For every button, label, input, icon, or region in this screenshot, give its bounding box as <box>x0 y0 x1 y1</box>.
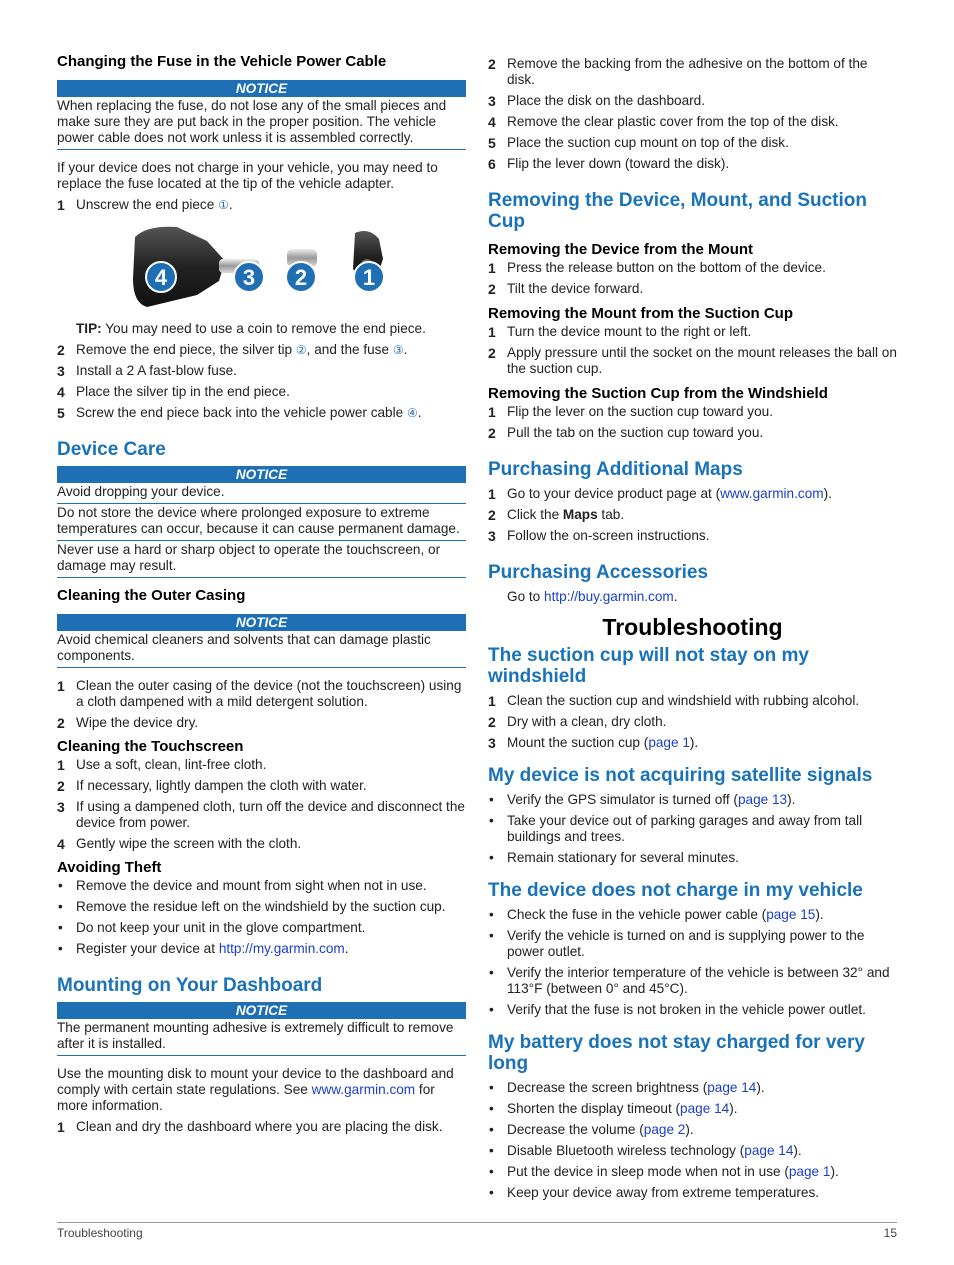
touchscreen-title: Cleaning the Touchscreen <box>57 738 244 755</box>
accessories-text: Go to http://buy.garmin.com. <box>507 589 678 604</box>
list-item: • Take your device out of parking garages and away from tall buildings and trees. <box>489 813 863 844</box>
list-item: • Remain stationary for several minutes. <box>489 850 739 865</box>
left-column <box>57 54 466 1140</box>
my-garmin-link[interactable]: http://my.garmin.com <box>218 941 345 956</box>
step-item: 3 Mount the suction cup (page 1). <box>488 735 699 751</box>
mount-intro: Use the mounting disk to mount your device to the dashboard and comply with certain state regulations. See www.garmin.com for more information. <box>57 1066 454 1113</box>
step-item: 2 Remove the end piece, the silver tip ②, and the fuse ③. <box>57 342 408 358</box>
step-item: 3 Follow the on-screen instructions. <box>488 528 710 544</box>
list-item: • Put the device in sleep mode when not in use (page 1). <box>489 1164 839 1179</box>
garmin-link[interactable]: www.garmin.com <box>311 1082 416 1097</box>
removing-title: Removing the Device, Mount, and Suction Cup <box>488 190 867 232</box>
step-item: 1 Turn the device mount to the right or left. <box>488 324 752 340</box>
accessories-title: Purchasing Accessories <box>488 562 709 583</box>
step-item: 2 Wipe the device dry. <box>57 715 199 731</box>
page-number: 15 <box>883 1226 897 1240</box>
page-footer <box>57 1222 897 1241</box>
mounting-title: Mounting on Your Dashboard <box>57 975 323 996</box>
list-item: • Remove the residue left on the windshield by the suction cup. <box>58 899 446 914</box>
rm-cup-title: Removing the Suction Cup from the Windshield <box>488 385 828 402</box>
theft-title: Avoiding Theft <box>57 859 162 876</box>
mount-steps-a <box>57 1119 466 1135</box>
page-link[interactable]: page 14 <box>680 1101 730 1116</box>
step-item: 1 Go to your device product page at (www.garmin.com). <box>488 486 832 502</box>
list-item: • Verify the interior temperature of the vehicle is between 32° and 113°F (between 0° and 45°C). <box>489 965 890 996</box>
mount-notice: NOTICE The permanent mounting adhesive is extremely difficult to remove after it is installed. <box>57 1002 466 1056</box>
device-care-title: Device Care <box>57 439 166 460</box>
outer-casing-title: Cleaning the Outer Casing <box>57 587 246 604</box>
outer-steps <box>57 678 466 731</box>
fuse-notice <box>57 80 466 150</box>
fuse-steps-a <box>57 197 466 213</box>
step-item: 1 Clean and dry the dashboard where you are placing the disk. <box>57 1119 443 1135</box>
step-item: 5 Screw the end piece back into the vehicle power cable ④. <box>57 405 422 421</box>
satellite-list <box>488 792 897 866</box>
step-item: 1 Use a soft, clean, lint-free cloth. <box>57 757 267 773</box>
care-notice: NOTICE Avoid dropping your device. Do not store the device where prolonged exposure to extreme temperatures can occur, because it can cause permanent damage. Never use a hard or sharp object to operate the touchscreen, or damage may result. <box>57 466 466 578</box>
page-link[interactable]: page 15 <box>766 907 816 922</box>
tip: TIP: You may need to use a coin to remove the end piece. <box>76 321 426 336</box>
troubleshooting-title: Troubleshooting <box>602 614 783 640</box>
notice-label: NOTICE <box>57 80 466 97</box>
step-item: 2 Tilt the device forward. <box>488 281 644 297</box>
vehicle-adapter-icon <box>107 219 417 315</box>
charge-list <box>488 907 897 1018</box>
theft-list <box>57 878 466 957</box>
rm-mount-steps <box>488 324 897 377</box>
step-item: 2 Dry with a clean, dry cloth. <box>488 714 667 730</box>
figure-label-3: 3 <box>242 265 256 290</box>
mount-steps-b <box>488 56 897 172</box>
fuse-title: Changing the Fuse in the Vehicle Power Cable <box>57 53 387 70</box>
suction-steps <box>488 693 897 751</box>
step-item: 3 If using a dampened cloth, turn off the device and disconnect the device from power. <box>57 799 465 830</box>
list-item: • Verify the GPS simulator is turned off (page 13). <box>489 792 796 807</box>
charge-title: The device does not charge in my vehicle <box>488 880 863 901</box>
step-item: 2 Apply pressure until the socket on the mount releases the ball on the suction cup. <box>488 345 897 376</box>
page-link[interactable]: page 14 <box>707 1080 757 1095</box>
page-link[interactable]: page 1 <box>788 1164 831 1179</box>
list-item: • Check the fuse in the vehicle power cable (page 15). <box>489 907 824 922</box>
step-item: 4 Gently wipe the screen with the cloth. <box>57 836 302 852</box>
list-item: • Decrease the screen brightness (page 14). <box>489 1080 765 1095</box>
fuse-intro: If your device does not charge in your vehicle, you may need to replace the fuse located at the tip of the vehicle adapter. <box>57 160 438 191</box>
garmin-product-link[interactable]: www.garmin.com <box>720 486 824 501</box>
maps-steps <box>488 486 897 544</box>
step-item: 1 Clean the outer casing of the device (not the touchscreen) using a cloth dampened with a mild detergent solution. <box>57 678 462 709</box>
rm-cup-steps <box>488 404 897 441</box>
notice-text: When replacing the fuse, do not lose any of the small pieces and make sure they are put back in the proper position. The vehicle power cable does not work unless it is assembled correctly. <box>57 97 466 150</box>
step-item: 1 Flip the lever on the suction cup toward you. <box>488 404 773 420</box>
step-item: 1 Unscrew the end piece ①. <box>57 197 233 213</box>
list-item: • Do not keep your unit in the glove compartment. <box>58 920 366 935</box>
rm-device-title: Removing the Device from the Mount <box>488 241 754 258</box>
list-item: • Decrease the volume (page 2). <box>489 1122 694 1137</box>
list-item: • Disable Bluetooth wireless technology (page 14). <box>489 1143 802 1158</box>
figure-label-1: 1 <box>362 265 376 290</box>
step-item: 1 Clean the suction cup and windshield with rubbing alcohol. <box>488 693 860 709</box>
list-item: • Shorten the display timeout (page 14). <box>489 1101 738 1116</box>
fuse-steps-b <box>57 342 466 421</box>
battery-list <box>488 1080 897 1201</box>
step-item: 2 Click the Maps tab. <box>488 507 625 523</box>
outer-notice: NOTICE Avoid chemical cleaners and solvents that can damage plastic components. <box>57 614 466 668</box>
page-link[interactable]: page 1 <box>648 735 690 750</box>
battery-title: My battery does not stay charged for very long <box>488 1032 865 1074</box>
list-item: • Verify that the fuse is not broken in the vehicle power outlet. <box>489 1002 866 1017</box>
list-item: • Keep your device away from extreme temperatures. <box>489 1185 820 1200</box>
right-column <box>488 54 897 1206</box>
rm-device-steps <box>488 260 897 297</box>
step-item: 4 Place the silver tip in the end piece. <box>57 384 290 400</box>
step-item: 4 Remove the clear plastic cover from the top of the disk. <box>488 114 839 130</box>
step-item: 2 Remove the backing from the adhesive on the bottom of the disk. <box>488 56 868 87</box>
step-item: 1 Press the release button on the bottom of the device. <box>488 260 826 276</box>
step-item: 6 Flip the lever down (toward the disk). <box>488 156 730 172</box>
maps-title: Purchasing Additional Maps <box>488 459 743 480</box>
figure-label-4: 4 <box>154 265 168 290</box>
step-item: 2 Pull the tab on the suction cup toward you. <box>488 425 764 441</box>
step-item: 3 Place the disk on the dashboard. <box>488 93 705 109</box>
page-link[interactable]: page 13 <box>737 792 788 807</box>
list-item: • Register your device at http://my.garmin.com. <box>58 941 349 956</box>
step-item: 2 If necessary, lightly dampen the cloth with water. <box>57 778 367 794</box>
figure-label-2: 2 <box>294 265 308 290</box>
touch-steps <box>57 757 466 852</box>
rm-mount-title: Removing the Mount from the Suction Cup <box>488 305 793 322</box>
step-item: 3 Install a 2 A fast-blow fuse. <box>57 363 237 379</box>
step-item: 5 Place the suction cup mount on top of the disk. <box>488 135 789 151</box>
suction-title: The suction cup will not stay on my windshield <box>488 645 809 687</box>
page-link[interactable]: page 2 <box>643 1122 686 1137</box>
buy-garmin-link[interactable]: http://buy.garmin.com <box>544 589 674 604</box>
page-link[interactable]: page 14 <box>744 1143 794 1158</box>
list-item: • Verify the vehicle is turned on and is supplying power to the power outlet. <box>489 928 865 959</box>
list-item: • Remove the device and mount from sight when not in use. <box>58 878 427 893</box>
fuse-figure <box>107 219 417 315</box>
footer-section: Troubleshooting <box>57 1226 143 1240</box>
satellite-title: My device is not acquiring satellite signals <box>488 765 873 786</box>
